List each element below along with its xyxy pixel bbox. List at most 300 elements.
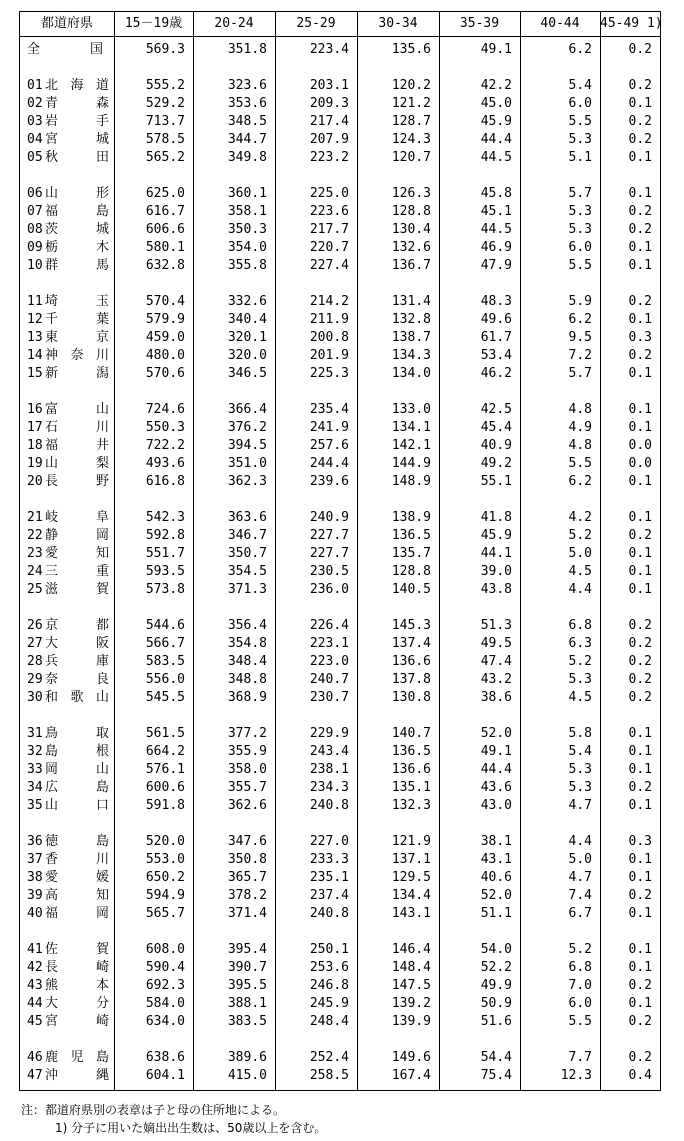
rate-cell: 223.4: [309, 42, 349, 57]
rate-cell: 225.0: [309, 186, 349, 201]
column-header: 45-49 1): [600, 16, 663, 31]
rate-cell: 584.0: [145, 996, 185, 1011]
rate-cell: 130.8: [391, 690, 431, 705]
rate-cell: 358.1: [227, 204, 267, 219]
rate-cell: 44.5: [480, 222, 512, 237]
rate-cell: 590.4: [145, 960, 185, 975]
prefecture-name: 東京: [45, 330, 109, 345]
rate-cell: 240.9: [309, 510, 349, 525]
rate-cell: 395.4: [227, 942, 267, 957]
prefecture-code: 22: [27, 528, 43, 543]
rate-cell: 6.0: [568, 96, 592, 111]
prefecture-name: 愛媛: [45, 870, 109, 885]
rate-cell: 5.4: [568, 78, 592, 93]
prefecture-code: 01: [27, 78, 43, 93]
rate-cell: 9.5: [568, 330, 592, 345]
rate-cell: 6.2: [568, 312, 592, 327]
rate-cell: 238.1: [309, 762, 349, 777]
prefecture-name: 秋田: [45, 150, 109, 165]
rate-cell: 220.7: [309, 240, 349, 255]
prefecture-name: 大分: [45, 996, 109, 1011]
rate-cell: 40.6: [480, 870, 512, 885]
rate-cell: 350.3: [227, 222, 267, 237]
table-row: [20, 311, 660, 329]
rate-cell: 5.3: [568, 762, 592, 777]
rate-cell: 147.5: [391, 978, 431, 993]
rate-cell: 0.1: [628, 186, 652, 201]
rate-cell: 0.2: [628, 348, 652, 363]
rate-cell: 355.9: [227, 744, 267, 759]
rate-cell: 0.2: [628, 294, 652, 309]
prefecture-name: 全 国: [27, 42, 103, 57]
rate-cell: 395.5: [227, 978, 267, 993]
rate-cell: 75.4: [480, 1068, 512, 1083]
rate-cell: 0.1: [628, 312, 652, 327]
column-divider: [275, 12, 276, 1090]
rate-cell: 240.8: [309, 906, 349, 921]
prefecture-code: 26: [27, 618, 43, 633]
rate-cell: 542.3: [145, 510, 185, 525]
rate-cell: 7.4: [568, 888, 592, 903]
prefecture-name: 宮崎: [45, 1014, 109, 1029]
rate-cell: 120.7: [391, 150, 431, 165]
note-line: 注：都道府県別の表章は子と母の住所地による。: [21, 1103, 286, 1117]
column-header: 40-44: [540, 16, 580, 31]
rate-cell: 0.1: [628, 942, 652, 957]
rate-cell: 217.4: [309, 114, 349, 129]
prefecture-cell: [27, 473, 109, 491]
rate-cell: 38.6: [480, 690, 512, 705]
rate-cell: 227.7: [309, 546, 349, 561]
table-row: [20, 131, 660, 149]
rate-cell: 5.5: [568, 1014, 592, 1029]
prefecture-code: 17: [27, 420, 43, 435]
rate-cell: 135.7: [391, 546, 431, 561]
prefecture-cell: [27, 401, 109, 419]
prefecture-name: 岐阜: [45, 510, 109, 525]
rate-cell: 360.1: [227, 186, 267, 201]
table-row: [20, 959, 660, 977]
prefecture-code: 10: [27, 258, 43, 273]
table-row: [20, 761, 660, 779]
rate-cell: 41.8: [480, 510, 512, 525]
rate-cell: 223.6: [309, 204, 349, 219]
rate-cell: 344.7: [227, 132, 267, 147]
prefecture-name: 群馬: [45, 258, 109, 273]
rate-cell: 134.3: [391, 348, 431, 363]
rate-cell: 49.2: [480, 456, 512, 471]
table-row: [20, 689, 660, 707]
rate-cell: 0.1: [628, 420, 652, 435]
rate-cell: 0.2: [628, 204, 652, 219]
rate-cell: 46.9: [480, 240, 512, 255]
prefecture-name: 三重: [45, 564, 109, 579]
table-row: [20, 77, 660, 95]
rate-cell: 6.2: [568, 474, 592, 489]
rate-cell: 365.7: [227, 870, 267, 885]
rate-cell: 223.2: [309, 150, 349, 165]
rate-cell: 0.3: [628, 330, 652, 345]
rate-cell: 136.6: [391, 654, 431, 669]
prefecture-cell: [27, 257, 109, 275]
prefecture-code: 34: [27, 780, 43, 795]
rate-cell: 5.7: [568, 366, 592, 381]
rate-cell: 0.2: [628, 978, 652, 993]
rate-cell: 235.4: [309, 402, 349, 417]
rate-cell: 43.1: [480, 852, 512, 867]
prefecture-cell: [27, 221, 109, 239]
prefecture-code: 25: [27, 582, 43, 597]
table-row: [20, 725, 660, 743]
rate-cell: 0.1: [628, 258, 652, 273]
table-row: [20, 905, 660, 923]
column-header: 都道府県: [40, 16, 93, 31]
rate-cell: 570.4: [145, 294, 185, 309]
rate-cell: 349.8: [227, 150, 267, 165]
rate-cell: 606.6: [145, 222, 185, 237]
rate-cell: 128.8: [391, 564, 431, 579]
rate-cell: 39.0: [480, 564, 512, 579]
rate-cell: 529.2: [145, 96, 185, 111]
column-divider: [600, 12, 601, 1090]
rate-cell: 149.6: [391, 1050, 431, 1065]
rate-cell: 713.7: [145, 114, 185, 129]
rate-cell: 234.3: [309, 780, 349, 795]
rate-cell: 545.5: [145, 690, 185, 705]
prefecture-code: 12: [27, 312, 43, 327]
rate-cell: 6.8: [568, 960, 592, 975]
rate-cell: 121.2: [391, 96, 431, 111]
rate-cell: 252.4: [309, 1050, 349, 1065]
rate-cell: 350.7: [227, 546, 267, 561]
rate-cell: 377.2: [227, 726, 267, 741]
prefecture-cell: [27, 185, 109, 203]
rate-cell: 600.6: [145, 780, 185, 795]
prefecture-cell: [27, 977, 109, 995]
rate-cell: 201.9: [309, 348, 349, 363]
rate-cell: 258.5: [309, 1068, 349, 1083]
rate-cell: 138.9: [391, 510, 431, 525]
prefecture-cell: [27, 293, 109, 311]
table-row: [20, 653, 660, 671]
rate-cell: 722.2: [145, 438, 185, 453]
rate-cell: 226.4: [309, 618, 349, 633]
prefecture-cell: [27, 905, 109, 923]
prefecture-cell: [27, 77, 109, 95]
rate-cell: 555.2: [145, 78, 185, 93]
table-row: [20, 869, 660, 887]
rate-cell: 0.1: [628, 906, 652, 921]
prefecture-cell: [27, 329, 109, 347]
prefecture-code: 20: [27, 474, 43, 489]
prefecture-code: 13: [27, 330, 43, 345]
rate-cell: 348.4: [227, 654, 267, 669]
rate-cell: 48.3: [480, 294, 512, 309]
rate-cell: 390.7: [227, 960, 267, 975]
rate-cell: 5.3: [568, 672, 592, 687]
prefecture-name: 岡山: [45, 762, 109, 777]
column-header: 25-29: [296, 16, 336, 31]
rate-cell: 593.5: [145, 564, 185, 579]
rate-cell: 368.9: [227, 690, 267, 705]
rate-cell: 148.9: [391, 474, 431, 489]
rate-cell: 250.1: [309, 942, 349, 957]
prefecture-cell: [27, 851, 109, 869]
rate-cell: 144.9: [391, 456, 431, 471]
prefecture-name: 長崎: [45, 960, 109, 975]
rate-cell: 0.1: [628, 726, 652, 741]
prefecture-code: 03: [27, 114, 43, 129]
rate-cell: 354.8: [227, 636, 267, 651]
rate-cell: 0.1: [628, 744, 652, 759]
rate-cell: 0.2: [628, 132, 652, 147]
rate-cell: 6.0: [568, 240, 592, 255]
rate-cell: 47.9: [480, 258, 512, 273]
rate-cell: 0.0: [628, 438, 652, 453]
rate-cell: 389.6: [227, 1050, 267, 1065]
rate-cell: 209.3: [309, 96, 349, 111]
rate-cell: 0.1: [628, 762, 652, 777]
prefecture-name: 鹿児島: [45, 1050, 109, 1065]
rate-cell: 632.8: [145, 258, 185, 273]
rate-cell: 0.1: [628, 852, 652, 867]
table-row: [20, 1067, 660, 1085]
prefecture-name: 長野: [45, 474, 109, 489]
rate-cell: 4.2: [568, 510, 592, 525]
rate-cell: 0.2: [628, 690, 652, 705]
prefecture-name: 千葉: [45, 312, 109, 327]
column-header: 20-24: [214, 16, 254, 31]
rate-cell: 604.1: [145, 1068, 185, 1083]
table-row: [20, 437, 660, 455]
rate-cell: 0.2: [628, 114, 652, 129]
rate-cell: 217.7: [309, 222, 349, 237]
rate-cell: 5.3: [568, 204, 592, 219]
rate-cell: 45.9: [480, 528, 512, 543]
prefecture-name: 青森: [45, 96, 109, 111]
table-row: [20, 473, 660, 491]
rate-cell: 240.8: [309, 798, 349, 813]
column-divider: [114, 12, 115, 1090]
table-row: [20, 887, 660, 905]
prefecture-cell: [27, 149, 109, 167]
prefecture-cell: [27, 1067, 109, 1085]
column-divider: [193, 12, 194, 1090]
prefecture-code: 38: [27, 870, 43, 885]
prefecture-cell: [27, 131, 109, 149]
table-row: [20, 779, 660, 797]
rate-cell: 323.6: [227, 78, 267, 93]
rate-cell: 415.0: [227, 1068, 267, 1083]
rate-cell: 0.2: [628, 1050, 652, 1065]
prefecture-cell: [27, 725, 109, 743]
rate-cell: 566.7: [145, 636, 185, 651]
table-row: [20, 851, 660, 869]
rate-cell: 366.4: [227, 402, 267, 417]
rate-cell: 0.1: [628, 546, 652, 561]
rate-cell: 136.5: [391, 528, 431, 543]
rate-cell: 664.2: [145, 744, 185, 759]
rate-cell: 6.7: [568, 906, 592, 921]
rate-cell: 493.6: [145, 456, 185, 471]
rate-cell: 132.6: [391, 240, 431, 255]
prefecture-code: 08: [27, 222, 43, 237]
rate-cell: 320.0: [227, 348, 267, 363]
prefecture-code: 47: [27, 1068, 43, 1083]
rate-cell: 0.1: [628, 960, 652, 975]
rate-cell: 43.6: [480, 780, 512, 795]
prefecture-code: 05: [27, 150, 43, 165]
prefecture-code: 36: [27, 834, 43, 849]
table-row: [20, 509, 660, 527]
prefecture-name: 愛知: [45, 546, 109, 561]
rates-table: [19, 11, 661, 1091]
prefecture-code: 46: [27, 1050, 43, 1065]
rate-cell: 51.3: [480, 618, 512, 633]
prefecture-name: 徳島: [45, 834, 109, 849]
prefecture-code: 02: [27, 96, 43, 111]
note-line: 1) 分子に用いた嫡出出生数は、50歳以上を含む。: [55, 1121, 327, 1135]
rate-cell: 0.4: [628, 1068, 652, 1083]
table-row: [20, 545, 660, 563]
rate-cell: 4.9: [568, 420, 592, 435]
rate-cell: 592.8: [145, 528, 185, 543]
rate-cell: 53.4: [480, 348, 512, 363]
rate-cell: 638.6: [145, 1050, 185, 1065]
prefecture-cell: [27, 419, 109, 437]
rate-cell: 353.6: [227, 96, 267, 111]
rate-cell: 4.4: [568, 582, 592, 597]
rate-cell: 142.1: [391, 438, 431, 453]
prefecture-cell: [27, 941, 109, 959]
rate-cell: 124.3: [391, 132, 431, 147]
prefecture-cell: [27, 311, 109, 329]
table-row: [20, 221, 660, 239]
rate-cell: 0.2: [628, 618, 652, 633]
prefecture-cell: [27, 239, 109, 257]
rate-cell: 203.1: [309, 78, 349, 93]
table-row: [20, 239, 660, 257]
prefecture-name: 佐賀: [45, 942, 109, 957]
rate-cell: 47.4: [480, 654, 512, 669]
rate-cell: 49.9: [480, 978, 512, 993]
rate-cell: 50.9: [480, 996, 512, 1011]
rate-cell: 54.0: [480, 942, 512, 957]
table-row: [20, 635, 660, 653]
prefecture-code: 07: [27, 204, 43, 219]
table-row: [20, 347, 660, 365]
rate-cell: 724.6: [145, 402, 185, 417]
rate-cell: 235.1: [309, 870, 349, 885]
rate-cell: 371.3: [227, 582, 267, 597]
table-row: [20, 113, 660, 131]
table-row: [20, 455, 660, 473]
rate-cell: 569.3: [145, 42, 185, 57]
rate-cell: 520.0: [145, 834, 185, 849]
prefecture-code: 21: [27, 510, 43, 525]
rate-cell: 5.3: [568, 780, 592, 795]
rate-cell: 55.1: [480, 474, 512, 489]
prefecture-name: 兵庫: [45, 654, 109, 669]
rate-cell: 49.1: [480, 42, 512, 57]
prefecture-cell: [27, 1049, 109, 1067]
rate-cell: 550.3: [145, 420, 185, 435]
prefecture-code: 28: [27, 654, 43, 669]
rate-cell: 616.8: [145, 474, 185, 489]
prefecture-name: 和歌山: [45, 690, 109, 705]
rate-cell: 38.1: [480, 834, 512, 849]
rate-cell: 591.8: [145, 798, 185, 813]
column-header: 30-34: [378, 16, 418, 31]
rate-cell: 52.2: [480, 960, 512, 975]
prefecture-name: 福島: [45, 204, 109, 219]
rate-cell: 61.7: [480, 330, 512, 345]
rate-cell: 46.2: [480, 366, 512, 381]
prefecture-cell: [27, 581, 109, 599]
rate-cell: 551.7: [145, 546, 185, 561]
rate-cell: 6.8: [568, 618, 592, 633]
prefecture-cell: [27, 365, 109, 383]
rate-cell: 578.5: [145, 132, 185, 147]
prefecture-cell: [27, 437, 109, 455]
table-row: [20, 1013, 660, 1031]
table-row: [20, 185, 660, 203]
rate-cell: 128.8: [391, 204, 431, 219]
rate-cell: 0.1: [628, 564, 652, 579]
rate-cell: 5.7: [568, 186, 592, 201]
rate-cell: 136.7: [391, 258, 431, 273]
rate-cell: 0.2: [628, 672, 652, 687]
rate-cell: 49.5: [480, 636, 512, 651]
rate-cell: 565.2: [145, 150, 185, 165]
prefecture-cell: [27, 779, 109, 797]
rate-cell: 480.0: [145, 348, 185, 363]
rate-cell: 225.3: [309, 366, 349, 381]
prefecture-code: 04: [27, 132, 43, 147]
rate-cell: 354.0: [227, 240, 267, 255]
rate-cell: 6.0: [568, 996, 592, 1011]
prefecture-cell: [27, 113, 109, 131]
rate-cell: 0.0: [628, 456, 652, 471]
rate-cell: 134.4: [391, 888, 431, 903]
rate-cell: 132.8: [391, 312, 431, 327]
prefecture-code: 35: [27, 798, 43, 813]
rate-cell: 40.9: [480, 438, 512, 453]
prefecture-name: 栃木: [45, 240, 109, 255]
prefecture-cell: [27, 509, 109, 527]
rate-cell: 5.5: [568, 258, 592, 273]
rate-cell: 556.0: [145, 672, 185, 687]
rate-cell: 583.5: [145, 654, 185, 669]
rate-cell: 43.0: [480, 798, 512, 813]
rate-cell: 244.4: [309, 456, 349, 471]
rate-cell: 561.5: [145, 726, 185, 741]
rate-cell: 5.2: [568, 654, 592, 669]
prefecture-code: 39: [27, 888, 43, 903]
rate-cell: 573.8: [145, 582, 185, 597]
rate-cell: 121.9: [391, 834, 431, 849]
table-header: [20, 12, 663, 37]
rate-cell: 136.6: [391, 762, 431, 777]
table-row: [20, 833, 660, 851]
column-header: 35-39: [459, 16, 500, 31]
rate-cell: 42.2: [480, 78, 512, 93]
rate-cell: 42.5: [480, 402, 512, 417]
rate-cell: 340.4: [227, 312, 267, 327]
prefecture-code: 06: [27, 186, 43, 201]
prefecture-code: 42: [27, 960, 43, 975]
rate-cell: 4.5: [568, 690, 592, 705]
